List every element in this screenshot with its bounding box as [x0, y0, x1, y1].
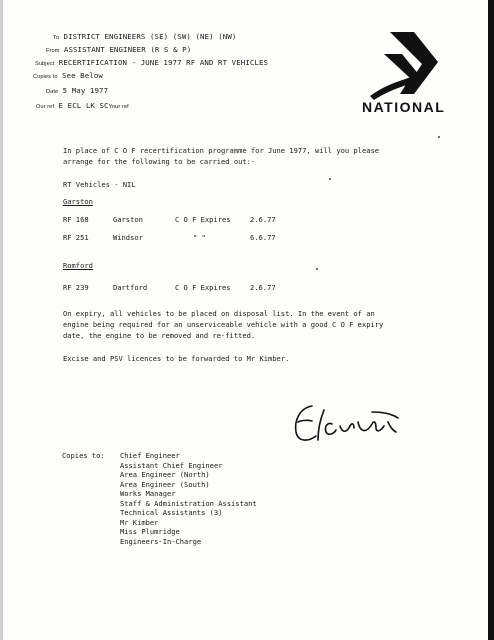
from-line — [46, 45, 191, 54]
your-ref-label: Your ref — [108, 104, 129, 110]
recipient-item: Mr Kimber — [120, 517, 159, 527]
scan-edge-right — [488, 0, 494, 640]
subject-value: RECERTIFICATION - JUNE 1977 RF AND RT VEHICLES — [58, 58, 269, 67]
cof-status: C O F Expires — [175, 215, 231, 224]
subject-label: Subject — [35, 61, 55, 67]
recipient-item: Miss Plumridge — [120, 527, 180, 536]
fleet-number: RF 251 — [63, 233, 89, 242]
national-logo-text: NATIONAL — [362, 99, 446, 115]
scan-speck — [316, 268, 318, 270]
handwritten-signature — [288, 402, 400, 446]
garston-heading: Garston — [63, 197, 93, 206]
our-ref-label: Our ref — [36, 104, 55, 110]
date-label: Date — [46, 89, 59, 95]
recipient-item: Area Engineer (North) — [120, 470, 210, 479]
cof-status: C O F Expires — [175, 283, 231, 292]
fleet-number: RF 239 — [63, 283, 89, 292]
copies-to-line — [33, 71, 103, 80]
copies-to-value: See Below — [61, 71, 103, 80]
scan-edge-left — [0, 0, 3, 640]
to-value: DISTRICT ENGINEERS (SE) (SW) (NE) (NW) — [63, 32, 237, 41]
subject-line — [35, 58, 268, 67]
rt-vehicles-line: RT Vehicles - NIL — [63, 180, 136, 189]
fleet-number: RF 168 — [63, 215, 89, 224]
cof-status: " " — [193, 233, 206, 242]
disposal-para-line-3: date, the engine to be removed and re-fitted. — [63, 331, 256, 340]
location: Dartford — [113, 283, 148, 292]
expiry-date: 2.6.77 — [250, 215, 276, 224]
recipient-item: Works Manager — [120, 489, 176, 498]
expiry-date: 6.6.77 — [250, 233, 276, 242]
from-label: From — [46, 48, 60, 54]
location: Windsor — [113, 233, 143, 242]
recipient-item: Engineers-In-Charge — [120, 536, 202, 546]
recipient-item: Chief Engineer — [120, 451, 180, 460]
scan-speck — [329, 178, 331, 180]
date-value: 5 May 1977 — [62, 86, 109, 95]
scan-speck — [438, 136, 440, 138]
expiry-date: 2.6.77 — [250, 283, 276, 292]
disposal-para-line-2: engine being required for an unserviceable vehicle with a good C O F expiry — [63, 320, 384, 329]
intro-line-1: In place of C O F recertification programme for June 1977, will you please — [63, 146, 380, 155]
date-line — [46, 86, 108, 95]
copies-to-footer-label: Copies to: — [62, 451, 105, 460]
from-value: ASSISTANT ENGINEER (R S & P) — [63, 45, 192, 54]
recipient-item: Area Engineer (South) — [120, 479, 210, 489]
recipient-item: Assistant Chief Engineer — [120, 460, 223, 470]
copies-to-label: Copies to — [33, 74, 58, 80]
our-ref-value: E ECL LK SC — [58, 101, 109, 110]
location: Garston — [113, 215, 143, 224]
copies-recipient-list — [120, 451, 257, 546]
recipient-item: Technical Assistants (3) — [120, 508, 223, 517]
ref-line — [36, 101, 129, 110]
to-label: To — [53, 35, 60, 41]
disposal-para-line-1: On expiry, all vehicles to be placed on disposal list. In the event of an — [63, 309, 375, 318]
romford-heading: Romford — [63, 261, 93, 270]
recipient-item: Staff & Administration Assistant — [120, 498, 257, 508]
intro-line-2: arrange for the following to be carried out:- — [63, 157, 256, 166]
licences-para: Excise and PSV licences to be forwarded to Mr Kimber. — [63, 354, 290, 363]
to-line — [53, 32, 236, 41]
